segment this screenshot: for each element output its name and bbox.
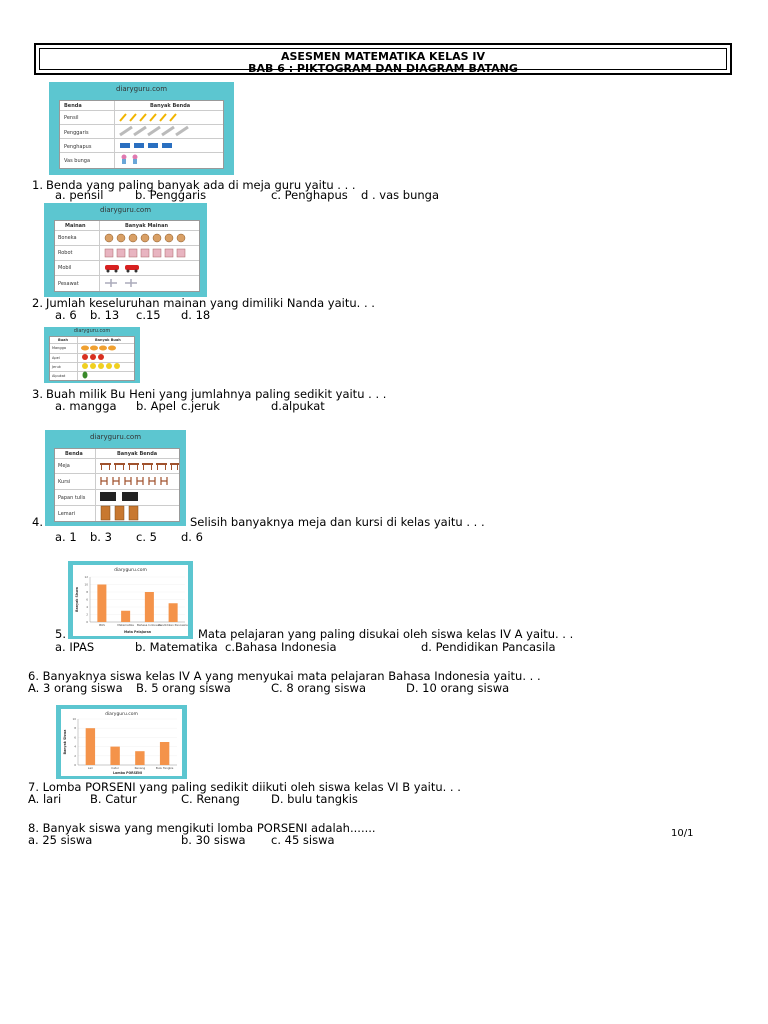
x-tick-label: Bulu Tangkis [155, 766, 174, 770]
pictogram-4-table [54, 448, 180, 522]
y-tick-label: 4 [74, 744, 76, 749]
table-header-col1: Benda [64, 103, 82, 109]
q4-option-a[interactable]: a. 1 [55, 530, 77, 544]
table-row-label: Mangga [52, 346, 66, 350]
pictogram-2-icons [102, 231, 200, 292]
table-header-col1: Buah [58, 338, 69, 342]
table-header-col2: Banyak Benda [150, 103, 191, 109]
question-4-number: 4. [32, 515, 43, 529]
pictogram-2-image [44, 203, 207, 297]
x-tick-label: Renang [134, 766, 146, 770]
bar-pendidikan-pancasila [169, 603, 178, 622]
x-axis-label: Lomba PORSENI [113, 771, 142, 775]
y-tick-label: 2 [86, 612, 88, 617]
y-tick-label: 6 [86, 597, 88, 602]
y-tick-label: 4 [86, 605, 88, 609]
header-inner-border [39, 48, 727, 75]
q5-option-d[interactable]: d. Pendidikan Pancasila [421, 640, 556, 654]
y-tick-label: 2 [74, 753, 76, 758]
pictogram-1-image [49, 82, 234, 175]
question-6-text: 6. Banyaknya siswa kelas IV A yang menyukai mata pelajaran Bahasa Indonesia yaitu. . . [28, 669, 541, 683]
table-row-label: Mobil [58, 265, 72, 271]
y-tick-label: 10 [84, 582, 88, 587]
y-axis-label: Banyak Siswa [75, 587, 79, 612]
pictogram-3-icons [80, 343, 135, 381]
pictogram-brand: diaryguru.com [99, 206, 152, 214]
table-row-label: Meja [58, 463, 70, 469]
q7-option-c[interactable]: C. Renang [181, 792, 240, 806]
table-header-col1: Benda [65, 451, 83, 457]
table-row-label: Vas bunga [64, 158, 91, 164]
q3-option-b[interactable]: b. Apel [136, 399, 177, 413]
pictogram-3-table [49, 336, 135, 381]
q1-option-c[interactable]: c. Penghapus [271, 188, 348, 202]
chart-title: diaryguru.com [114, 568, 147, 573]
pictogram-brand: diaryguru.com [89, 433, 142, 441]
chart-title: diaryguru.com [105, 712, 138, 717]
question-1-text: Benda yang paling banyak ada di meja guru yaitu . . . [46, 178, 356, 192]
pictogram-1-icons [118, 111, 223, 169]
q6-option-b[interactable]: B. 5 orang siswa [136, 681, 231, 695]
header-title: ASESMEN MATEMATIKA KELAS IV [281, 50, 485, 63]
q7-option-a[interactable]: A. lari [28, 792, 62, 806]
question-2-text: Jumlah keseluruhan mainan yang dimiliki Nanda yaitu. . . [46, 296, 375, 310]
bar-chart-2-image [56, 705, 187, 779]
q1-option-d[interactable]: d . vas bunga [361, 188, 439, 202]
y-tick-label: 0 [86, 620, 88, 624]
table-row-label: Lemari [58, 511, 76, 517]
y-tick-label: 8 [74, 726, 76, 731]
table-row-label: Kursi [58, 479, 71, 485]
table-row-label: Penggaris [64, 130, 89, 136]
q7-option-d[interactable]: D. bulu tangkis [271, 792, 358, 806]
question-3-number: 3. [32, 387, 43, 401]
table-row-label: Penghapus [64, 144, 92, 150]
x-tick-label: IPAS [98, 623, 105, 627]
pictogram-3-image [44, 327, 140, 383]
bar-chart-1-image [68, 561, 193, 639]
q1-option-b[interactable]: b. Penggaris [135, 188, 207, 202]
q5-option-c[interactable]: c.Bahasa Indonesia [225, 640, 337, 654]
q4-option-b[interactable]: b. 3 [90, 530, 112, 544]
y-tick-label: 10 [72, 717, 76, 721]
question-2-number: 2. [32, 296, 43, 310]
pictogram-4-icons [98, 459, 180, 522]
table-header-col1: Mainan [65, 223, 86, 229]
table-row-label: Jeruk [52, 365, 61, 369]
q8-option-a[interactable]: a. 25 siswa [28, 833, 93, 847]
pictogram-2-table [54, 220, 200, 292]
q1-option-a[interactable]: a. pensil [55, 188, 104, 202]
question-4-text: Selisih banyaknya meja dan kursi di kelas yaitu . . . [190, 515, 485, 529]
question-8-text: 8. Banyak siswa yang mengikuti lomba PORSENI adalah....... [28, 821, 376, 835]
x-tick-label: Pendidikan Pancasila [158, 623, 188, 627]
bar-catur [110, 747, 119, 765]
q2-option-c[interactable]: c.15 [136, 308, 161, 322]
x-tick-label: Lari [87, 766, 93, 770]
x-tick-label: Catur [111, 766, 119, 770]
table-header-col2: Banyak Mainan [125, 223, 169, 229]
table-row-label: Pesawat [58, 281, 79, 287]
bar-chart-1 [68, 561, 193, 639]
bar-lari [86, 728, 95, 765]
x-axis-label: Mata Pelajaran [123, 630, 152, 634]
pictogram-brand: diaryguru.com [73, 328, 111, 334]
x-tick-label: Matematika [117, 623, 134, 627]
bar-matematika [121, 611, 130, 622]
q4-option-d[interactable]: d. 6 [181, 530, 203, 544]
q8-option-b[interactable]: b. 30 siswa [181, 833, 246, 847]
y-tick-label: 0 [74, 763, 76, 767]
header-subtitle: BAB 6 : PIKTOGRAM DAN DIAGRAM BATANG [248, 62, 518, 75]
q2-option-a[interactable]: a. 6 [55, 308, 77, 322]
table-row-label: Apel [52, 356, 60, 360]
q6-option-c[interactable]: C. 8 orang siswa [271, 681, 366, 695]
q7-option-b[interactable]: B. Catur [90, 792, 137, 806]
q6-option-a[interactable]: A. 3 orang siswa [28, 681, 123, 695]
pictogram-brand: diaryguru.com [115, 85, 168, 93]
q2-option-b[interactable]: b. 13 [90, 308, 120, 322]
y-axis-label: Banyak Siswa [63, 729, 67, 755]
q4-option-c[interactable]: c. 5 [136, 530, 157, 544]
q2-option-d[interactable]: d. 18 [181, 308, 211, 322]
pictogram-4-image [45, 430, 186, 526]
question-3-text: Buah milik Bu Heni yang jumlahnya paling sedikit yaitu . . . [46, 387, 387, 401]
bar-bahasa-indonesia [145, 592, 154, 622]
q3-option-d[interactable]: d.alpukat [271, 399, 325, 413]
q3-option-a[interactable]: a. mangga [55, 399, 117, 413]
question-5-number: 5. [55, 627, 66, 641]
bar-ipas [97, 585, 106, 623]
question-5-text: Mata pelajaran yang paling disukai oleh siswa kelas IV A yaitu. . . [198, 627, 574, 641]
worksheet-header [34, 43, 732, 75]
question-7-text: 7. Lomba PORSENI yang paling sedikit diikuti oleh siswa kelas VI B yaitu. . . [28, 780, 461, 794]
bar-renang [135, 751, 144, 765]
q8-option-c[interactable]: c. 45 siswa [271, 833, 335, 847]
table-row-label: Alpukat [52, 374, 66, 378]
y-tick-label: 12 [84, 575, 88, 579]
table-row-label: Pensil [64, 115, 79, 121]
q3-option-c[interactable]: c.jeruk [181, 399, 220, 413]
table-row-label: Papan tulis [58, 495, 86, 501]
bar-bulu-tangkis [160, 742, 169, 765]
pictogram-1-table [59, 100, 224, 169]
bar-chart-2 [56, 705, 187, 779]
table-row-label: Boneka [58, 235, 77, 241]
question-1-number: 1. [32, 178, 43, 192]
table-header-col2: Banyak Benda [117, 451, 158, 457]
table-header-col2: Banyak Buah [95, 338, 121, 342]
y-tick-label: 6 [74, 735, 76, 740]
q5-option-b[interactable]: b. Matematika [135, 640, 218, 654]
y-tick-label: 8 [86, 590, 88, 594]
q5-option-a[interactable]: a. IPAS [55, 640, 95, 654]
x-tick-label: Bahasa Indonesia [137, 623, 162, 627]
q6-option-d[interactable]: D. 10 orang siswa [406, 681, 510, 695]
table-row-label: Robot [58, 250, 73, 256]
page-number: 10/1 [671, 828, 694, 839]
